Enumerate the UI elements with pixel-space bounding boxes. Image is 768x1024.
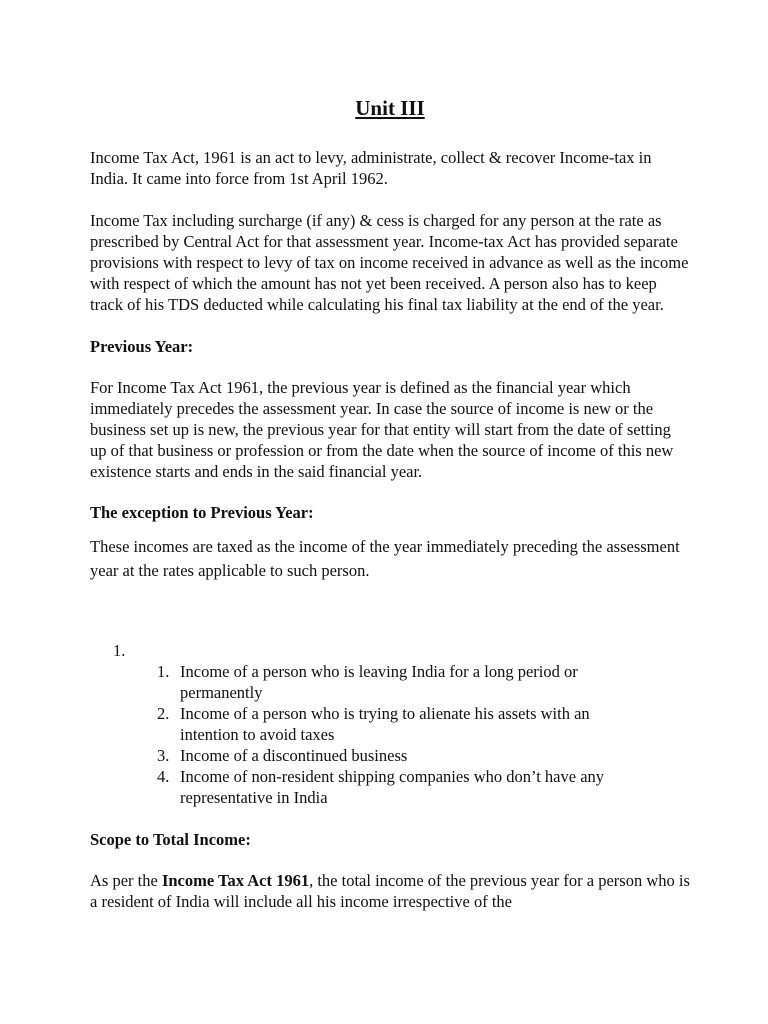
list-item xyxy=(157,745,627,766)
outer-list-number: 1. xyxy=(113,641,126,660)
list-item-number: 2. xyxy=(157,704,170,723)
previous-year-heading: Previous Year: xyxy=(90,337,194,356)
list-item xyxy=(157,661,627,703)
list-item xyxy=(157,703,627,745)
intro-paragraph: Income Tax Act, 1961 is an act to levy, administrate, collect & recover Income-tax in India. It came into force from 1st April 1962. xyxy=(90,148,652,188)
scope-heading: Scope to Total Income: xyxy=(90,830,251,849)
list-item-number: 1. xyxy=(157,662,170,681)
scope-paragraph-suffix: , the total income of the previous year for a person who is a resident of India will include all his income irrespective of the xyxy=(90,871,690,911)
document-page xyxy=(90,95,690,912)
list-item-number: 3. xyxy=(157,746,170,765)
scope-paragraph-bold: Income Tax Act 1961 xyxy=(161,871,310,890)
document-title: Unit III xyxy=(355,96,425,120)
list-item-text: Income of a person who is trying to alienate his assets with an intention to avoid taxes xyxy=(180,704,590,744)
list-item-number: 4. xyxy=(157,767,170,786)
income-tax-paragraph: Income Tax including surcharge (if any) & cess is charged for any person at the rate as prescribed by Central Act for that assessment year. Income-tax Act has provided separate provisions with respect to levy of tax on income received in advance as well as the income with respect of which the amount has not yet been received. A person also has to keep track of his TDS deducted while calculating his final tax liability at the end of the year. xyxy=(90,211,689,314)
exception-list xyxy=(157,661,690,808)
scope-paragraph xyxy=(90,870,690,912)
list-item xyxy=(157,766,627,808)
outer-numbered-list xyxy=(90,640,690,808)
list-item-text: Income of a discontinued business xyxy=(180,746,408,765)
previous-year-paragraph: For Income Tax Act 1961, the previous year is defined as the financial year which immediately precedes the assessment year. In case the source of income is new or the business set up is new, the previous year for that entity will start from the date of setting up of that business or profession or from the date when the source of income of this new existence starts and ends in the said financial year. xyxy=(90,378,674,481)
exception-heading: The exception to Previous Year: xyxy=(90,503,314,522)
exception-paragraph: These incomes are taxed as the income of the year immediately preceding the assessment year at the rates applicable to such person. xyxy=(90,537,680,580)
scope-paragraph-prefix: As per the xyxy=(90,871,162,890)
list-item-text: Income of a person who is leaving India for a long period or permanently xyxy=(180,662,578,702)
list-item-text: Income of non-resident shipping companies who don’t have any representative in India xyxy=(180,767,605,807)
